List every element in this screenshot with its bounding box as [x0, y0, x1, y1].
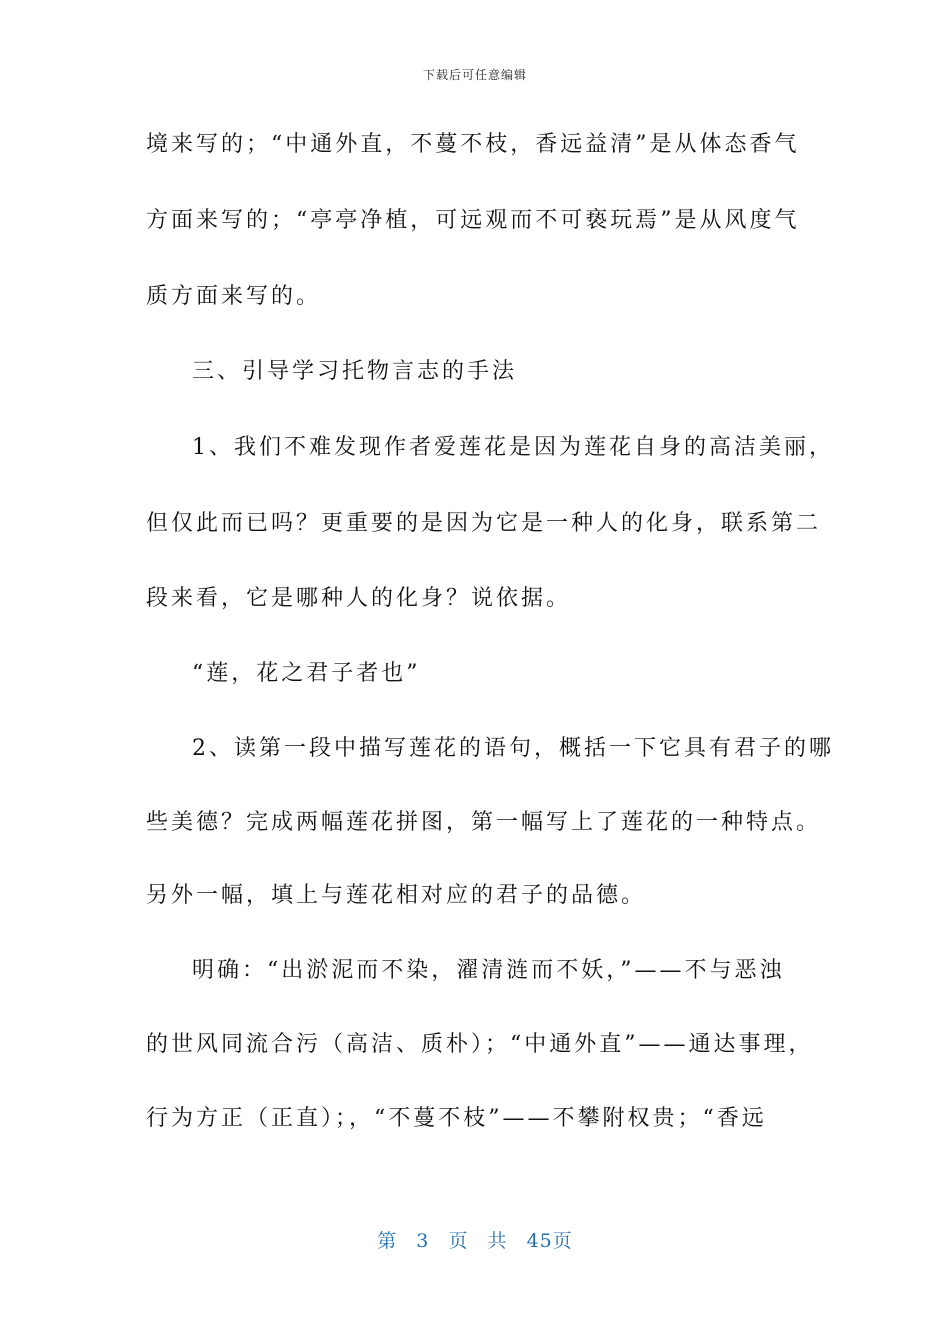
section-heading: 三、引导学习托物言志的手法 [192, 359, 518, 384]
body-line: 另外一幅，填上与莲花相对应的君子的品德。 [146, 883, 647, 908]
footer-label-di: 第 [377, 1230, 398, 1252]
body-line: 2、读第一段中描写莲花的语句，概括一下它具有君子的哪 [192, 736, 834, 761]
footer-page-number: 3 [416, 1230, 430, 1252]
footer-label-gong: 共 [487, 1230, 508, 1252]
body-line: 质方面来写的。 [146, 284, 322, 309]
page-footer [0, 1226, 950, 1253]
body-line: 的世风同流合污（高洁、质朴）；“中通外直”——通达事理， [146, 1032, 814, 1057]
quote-line: “莲，花之君子者也” [192, 661, 421, 686]
body-line: 段来看，它是哪种人的化身？说依据。 [146, 586, 572, 611]
body-line: 1、我们不难发现作者爱莲花是因为莲花自身的高洁美丽， [192, 435, 834, 460]
body-line: 行为方正（正直）；，“不蔓不枝”——不攀附权贵；“香远 [146, 1106, 767, 1131]
body-line: 些美德？完成两幅莲花拼图，第一幅写上了莲花的一种特点。 [146, 810, 822, 835]
body-line: 境来写的；“中通外直，不蔓不枝，香远益清”是从体态香气 [146, 132, 800, 157]
body-line: 明确：“出淤泥而不染，濯清涟而不妖，”——不与恶浊 [192, 958, 785, 983]
footer-total-pages: 45页 [526, 1230, 573, 1252]
page-header: 下载后可任意编辑 [422, 68, 527, 82]
body-line: 方面来写的；“亭亭净植，可远观而不可亵玩焉”是从风度气 [146, 208, 800, 233]
footer-label-ye: 页 [448, 1230, 469, 1252]
body-line: 但仅此而已吗？更重要的是因为它是一种人的化身，联系第二 [146, 511, 822, 536]
